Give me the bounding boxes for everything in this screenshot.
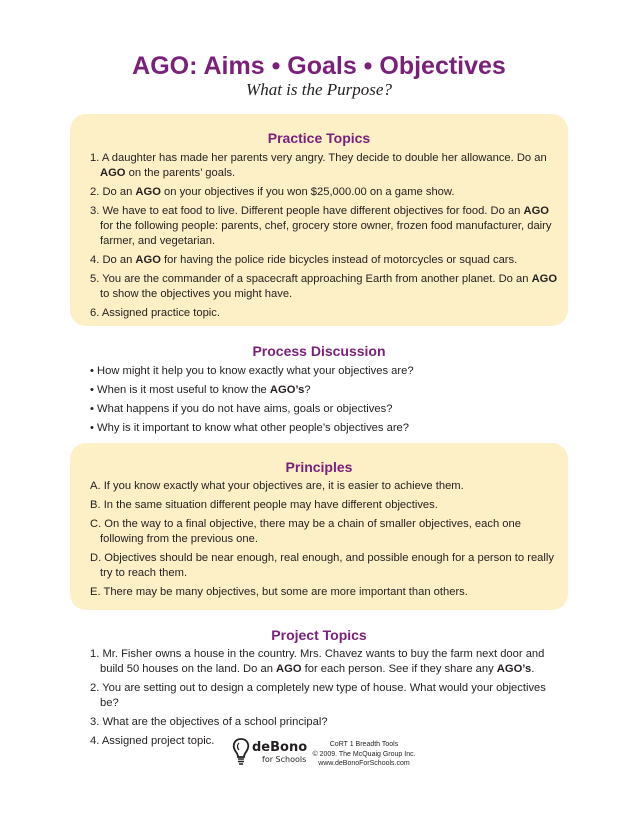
item-marker: 1.: [90, 152, 102, 164]
item-marker: 2.: [90, 682, 103, 694]
project-item: [90, 681, 560, 711]
lightbulb-icon: [232, 738, 250, 768]
item-marker: 4.: [90, 254, 103, 266]
item-text: Objectives should be near enough, real enough, and possible enough for a person to really try to reach them.: [100, 552, 554, 579]
principles-item: [90, 498, 560, 513]
practice-item: [90, 204, 560, 249]
credit-line-1: CoRT 1 Breadth Tools: [329, 741, 399, 748]
principles-item: [90, 551, 560, 581]
item-text: Assigned practice topic.: [101, 307, 220, 319]
practice-item: [90, 253, 560, 268]
title-rest: Aims • Goals • Objectives: [203, 52, 506, 80]
practice-item: [90, 306, 560, 321]
process-item: [90, 402, 560, 417]
item-text: In the same situation different people may have different objectives.: [103, 499, 438, 511]
item-marker: B.: [90, 499, 104, 511]
item-text: Why is it important to know what other people’s objectives are?: [97, 422, 409, 434]
process-list: [90, 364, 560, 440]
principles-item: [90, 585, 560, 600]
item-marker: E.: [90, 586, 104, 598]
item-marker: •: [90, 403, 98, 415]
item-text: Do an: [102, 254, 136, 266]
principles-list: [90, 479, 560, 604]
item-marker: •: [90, 365, 98, 377]
credits: [312, 740, 416, 769]
item-text: ?: [304, 384, 311, 396]
item-text: What happens if you do not have aims, goals or objectives?: [97, 403, 393, 415]
emphasis-term: AGO’s: [269, 384, 305, 396]
item-marker: 4.: [90, 735, 102, 747]
item-text: On the way to a final objective, there may be a chain of smaller objectives, each one following from the previous one.: [100, 518, 521, 545]
project-item: [90, 647, 560, 677]
item-marker: 2.: [90, 186, 103, 198]
item-text: We have to eat food to live. Different people have different objectives for food. Do an: [102, 205, 524, 217]
logo-subtext: for Schools: [262, 755, 307, 764]
emphasis-term: AGO: [135, 186, 161, 198]
credit-line-3: www.deBonoForSchools.com: [318, 760, 410, 767]
item-text: to show the objectives you might have.: [100, 288, 293, 300]
item-text: When is it most useful to know the: [97, 384, 270, 396]
item-marker: 3.: [90, 716, 103, 728]
practice-heading: Practice Topics: [267, 130, 371, 146]
item-text: How might it help you to know exactly what your objectives are?: [97, 365, 414, 377]
debono-logo: [232, 736, 312, 772]
item-marker: •: [90, 422, 98, 434]
process-item: [90, 421, 560, 436]
emphasis-term: AGO: [100, 167, 126, 179]
item-text: If you know exactly what your objectives are, it is easier to achieve them.: [103, 480, 464, 492]
item-text: on your objectives if you won $25,000.00 on a game show.: [160, 186, 455, 198]
item-text: Do an: [102, 186, 136, 198]
practice-list: [90, 151, 560, 325]
emphasis-term: AGO: [531, 273, 558, 285]
practice-item: [90, 185, 560, 200]
item-marker: 6.: [90, 307, 102, 319]
item-marker: 3.: [90, 205, 103, 217]
item-text: You are the commander of a spacecraft approaching Earth from another planet. Do an: [102, 273, 532, 285]
page-title: [0, 52, 638, 81]
logo-text: deBono: [252, 740, 308, 755]
principles-heading: Principles: [285, 459, 353, 475]
process-heading: Process Discussion: [252, 343, 386, 359]
item-text: What are the objectives of a school principal?: [102, 716, 328, 728]
item-marker: C.: [90, 518, 105, 530]
principles-item: [90, 479, 560, 494]
practice-item: [90, 272, 560, 302]
item-text: for the following people: parents, chef, grocery store owner, frozen food manufacturer, dairy farmer, and vegetarian.: [100, 220, 552, 247]
item-marker: 1.: [90, 648, 103, 660]
item-text: You are setting out to design a completely new type of house. What would your objectives be?: [100, 682, 546, 709]
principles-item: [90, 517, 560, 547]
emphasis-term: AGO’s: [496, 663, 532, 675]
item-text: .: [531, 663, 535, 675]
project-item: [90, 715, 560, 730]
title-ago: AGO:: [132, 52, 198, 80]
process-item: [90, 383, 560, 398]
item-text: A daughter has made her parents very angry. They decide to double her allowance. Do an: [101, 152, 547, 164]
item-text: for having the police ride bicycles instead of motorcycles or squad cars.: [160, 254, 518, 266]
item-marker: A.: [90, 480, 104, 492]
credit-line-2: © 2009. The McQuaig Group Inc.: [312, 750, 416, 758]
item-text: There may be many objectives, but some are more important than others.: [103, 586, 468, 598]
footer: [0, 736, 638, 776]
item-marker: •: [90, 384, 98, 396]
item-marker: 5.: [90, 273, 103, 285]
practice-item: [90, 151, 560, 181]
item-text: on the parents’ goals.: [125, 167, 236, 179]
emphasis-term: AGO: [276, 663, 302, 675]
page-subtitle: What is the Purpose?: [246, 80, 392, 99]
item-text: Assigned project topic.: [101, 735, 215, 747]
item-text: for each person. See if they share any: [301, 663, 497, 675]
process-item: [90, 364, 560, 379]
emphasis-term: AGO: [523, 205, 549, 217]
emphasis-term: AGO: [135, 254, 161, 266]
project-heading: Project Topics: [271, 627, 367, 643]
item-text: Mr. Fisher owns a house in the country. Mrs. Chavez wants to buy the farm next door and build 50 houses on the land. Do an: [100, 648, 545, 675]
item-marker: D.: [90, 552, 105, 564]
